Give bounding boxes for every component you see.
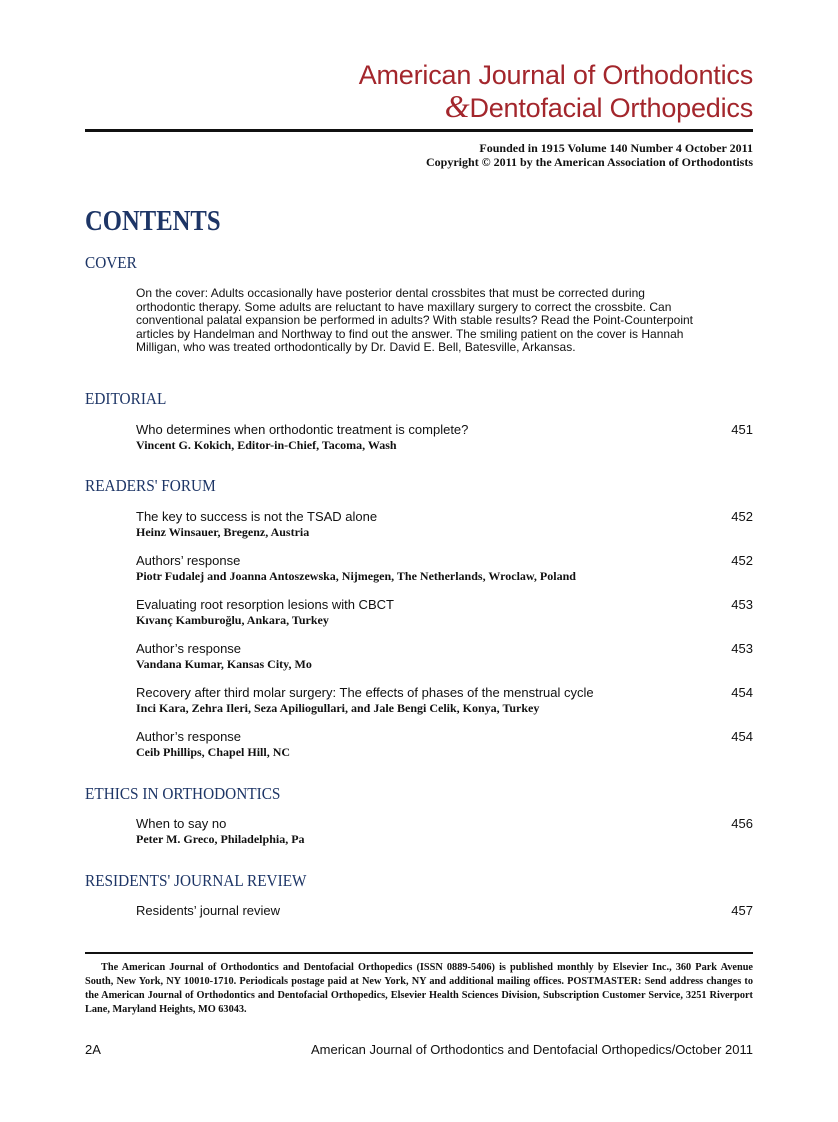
ampersand-logo: &: [444, 88, 470, 124]
toc-entry[interactable]: [136, 509, 753, 540]
publication-notice: The American Journal of Orthodontics and Dentofacial Orthopedics (ISSN 0889-5406) is published monthly by Elsevier Inc., 360 Park Avenue South, New York, NY 10010-1710. Periodicals postage paid at New York, NY and additional mailing offices. POSTMASTER: Send address changes to the American Journal of Orthodontics and Dentofacial Orthopedics, Elsevier Health Sciences Division, Subscription Customer Service, 3251 Riverport Lane, Maryland Heights, MO 63043.: [85, 962, 753, 1015]
cover-description: On the cover: Adults occasionally have posterior dental crossbites that must be corrected during orthodontic therapy. Some adults are reluctant to have maxillary surgery to correct the crossbite. Can conventional palatal expansion be performed in adults? With stable results? Read the Point-Counterpoint articles by Handelman and Northway to find out the answer. The smiling patient on the cover is Hannah Milligan, who was treated orthodontically by Dr. David E. Bell, Batesville, Arkansas.: [136, 286, 694, 354]
page-number: 2A: [85, 1042, 101, 1057]
entry-title[interactable]: Evaluating root resorption lesions with CBCT: [136, 597, 394, 612]
section-heading-cover: COVER: [85, 253, 137, 272]
entry-title[interactable]: Recovery after third molar surgery: The effects of phases of the menstrual cycle: [136, 685, 594, 700]
toc-entry[interactable]: [136, 641, 753, 672]
running-title: American Journal of Orthodontics and Dentofacial Orthopedics/October 2011: [311, 1042, 753, 1057]
journal-title: [359, 60, 753, 124]
entry-title[interactable]: Authors’ response: [136, 553, 241, 568]
entry-title[interactable]: Author’s response: [136, 641, 242, 656]
entry-page: 451: [731, 422, 753, 437]
section-heading-readers-forum: READERS' FORUM: [85, 476, 216, 495]
toc-entry[interactable]: [136, 597, 753, 628]
toc-entry[interactable]: [136, 685, 753, 716]
entry-page: 453: [731, 641, 753, 656]
entry-authors: Heinz Winsauer, Bregenz, Austria: [136, 525, 310, 539]
section-heading-ethics: ETHICS IN ORTHODONTICS: [85, 784, 281, 803]
entry-authors: Peter M. Greco, Philadelphia, Pa: [136, 832, 305, 846]
entry-page: 454: [731, 685, 753, 700]
issue-info: Founded in 1915 Volume 140 Number 4 October 2011: [479, 141, 753, 155]
journal-title-line1: American Journal of Orthodontics: [358, 60, 753, 90]
entry-page: 453: [731, 597, 753, 612]
journal-title-line2: Dentofacial Orthopedics: [469, 93, 753, 123]
section-heading-residents: RESIDENTS' JOURNAL REVIEW: [85, 871, 307, 890]
copyright: Copyright © 2011 by the American Association of Orthodontists: [426, 155, 753, 169]
entry-title[interactable]: The key to success is not the TSAD alone: [136, 509, 378, 524]
entry-authors: Piotr Fudalej and Joanna Antoszewska, Nijmegen, The Netherlands, Wroclaw, Poland: [136, 569, 576, 583]
entry-authors: Inci Kara, Zehra Ileri, Seza Apiliogullari, and Jale Bengi Celik, Konya, Turkey: [136, 701, 540, 715]
section-heading-editorial: EDITORIAL: [85, 389, 167, 408]
toc-entry[interactable]: [136, 903, 753, 919]
entry-title[interactable]: Who determines when orthodontic treatment is complete?: [136, 422, 469, 437]
entry-authors: Kıvanç Kamburoğlu, Ankara, Turkey: [136, 613, 329, 627]
footer-rule: [85, 952, 753, 954]
entry-title[interactable]: When to say no: [136, 816, 227, 831]
entry-authors: Ceib Phillips, Chapel Hill, NC: [136, 745, 291, 759]
entry-authors: Vandana Kumar, Kansas City, Mo: [136, 657, 312, 671]
contents-title: CONTENTS: [85, 206, 221, 237]
entry-page: 452: [731, 553, 753, 568]
header-rule: [85, 129, 753, 132]
entry-page: 452: [731, 509, 753, 524]
toc-entry[interactable]: [136, 816, 753, 847]
entry-title[interactable]: Residents’ journal review: [136, 903, 281, 918]
toc-entry[interactable]: [136, 553, 753, 584]
entry-page: 457: [731, 903, 753, 918]
toc-entry[interactable]: [136, 729, 753, 760]
entry-authors: Vincent G. Kokich, Editor-in-Chief, Tacoma, Wash: [136, 438, 397, 452]
journal-title-line2-wrap: [359, 88, 753, 124]
entry-page: 456: [731, 816, 753, 831]
entry-title[interactable]: Author’s response: [136, 729, 242, 744]
toc-entry[interactable]: [136, 422, 753, 453]
entry-page: 454: [731, 729, 753, 744]
